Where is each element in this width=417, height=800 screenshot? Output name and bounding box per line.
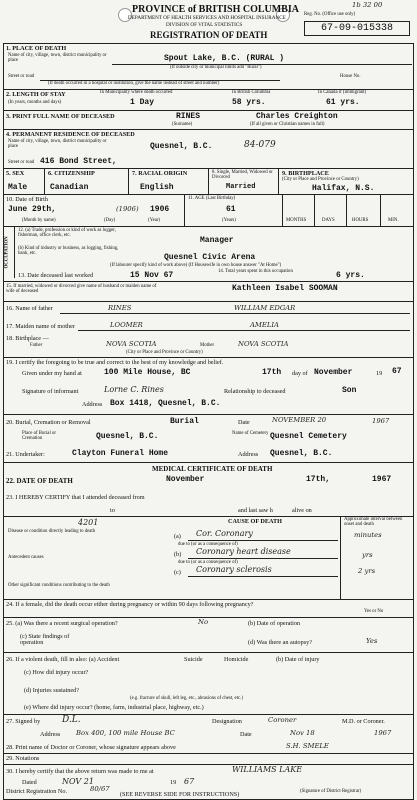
form-title: REGISTRATION OF DEATH: [150, 30, 268, 40]
given-day: 17th: [262, 368, 282, 377]
burial-value: Burial: [170, 417, 199, 426]
stay-bc: 58 yrs.: [232, 98, 266, 107]
dob-hand: (1906): [116, 205, 139, 213]
dob-month-lbl: (Month by name): [22, 218, 56, 223]
given-day-label: day of: [292, 370, 308, 377]
dob-day-lbl: (Day): [104, 218, 116, 223]
s1-house-label: House No.: [340, 74, 361, 79]
bp-mother-lbl: Mother: [200, 343, 215, 348]
bp-place-lbl: (City or Place and Province or Country): [126, 350, 203, 355]
antecedent-label: Antecedent causes: [8, 555, 44, 560]
s30-district-label: District Registration No.: [6, 788, 68, 795]
col-hours: HOURS: [352, 218, 369, 223]
s29-notations: 29. Notations: [6, 755, 40, 762]
s27-addr: Box 400, 100 mile House BC: [76, 729, 175, 737]
birthplace-sub: (City or Place and Province or Country): [282, 177, 359, 182]
s26-suicide: Suicide: [184, 656, 203, 663]
s25a-value: No: [198, 618, 209, 626]
department-line: DEPARTMENT OF HEALTH SERVICES AND HOSPITAL INSURANCE: [128, 15, 286, 21]
cemetery-label: Name of Cemetery: [232, 431, 269, 436]
dob-year-lbl: (Year): [148, 218, 161, 223]
given-month: November: [314, 368, 353, 377]
md-label: M.D. or Coroner.: [342, 718, 385, 725]
reg-number-stamp: 67-09-015338: [304, 21, 410, 36]
attend-to: to: [110, 507, 115, 514]
s2-muni-label: In Municipality where death occurred: [100, 90, 173, 95]
birthplace-head: 9. BIRTHPLACE: [282, 170, 329, 177]
s2-can-label: In Canada if (immigrant): [318, 90, 367, 95]
stay-canada: 61 yrs.: [326, 98, 360, 107]
s24-label: 24. If a female, did the death occur either during pregnancy or within 90 days following pregnancy?: [6, 601, 254, 608]
father-given: WILLIAM EDGAR: [234, 304, 296, 312]
marital-value: Married: [226, 183, 256, 191]
occupation-value: Manager: [200, 236, 234, 245]
citizenship-value: Canadian: [50, 183, 89, 192]
burial-place: Quesnel, B.C.: [96, 432, 159, 441]
burial-place-label: Place of Burial or Cremation: [22, 431, 56, 441]
given-label: Given under my hand at: [22, 370, 82, 377]
father-surname: RINES: [108, 304, 132, 312]
cause-head: CAUSE OF DEATH: [228, 518, 282, 525]
informant-address: Box 1418, Quesnel, B.C.: [110, 399, 221, 408]
other-label: Other significant conditions contributing to the death: [8, 583, 110, 588]
s30-dated: NOV 21: [62, 777, 94, 786]
mother-surname: LOOMER: [110, 321, 143, 329]
race-head: 7. RACIAL ORIGIN: [132, 170, 188, 177]
marital-head: 8. Single, Married, Widowed or Divorced: [212, 170, 273, 180]
footer-note: (SEE REVERSE SIDE FOR INSTRUCTIONS): [120, 791, 240, 798]
rel-value: Son: [342, 386, 357, 395]
s26-c-label: (c) How did injury occur?: [24, 669, 89, 676]
s25d-value: Yes: [366, 637, 378, 645]
sig-label: Signature of informant: [22, 388, 79, 395]
industry-value: Quesnel Civic Arena: [164, 253, 256, 262]
age-value: 61: [226, 205, 236, 214]
s30-sig-caption: (Signature of District Registrar): [300, 789, 362, 794]
medical-head: MEDICAL CERTIFICATE OF DEATH: [152, 465, 273, 473]
residence-hand-code: 84-079: [244, 140, 276, 150]
interval-c: 2 yrs: [358, 567, 376, 575]
cause-a: Cor. Coronary: [196, 529, 253, 538]
death-registration-form: PROVINCE of BRITISH COLUMBIA DEPARTMENT OF HEALTH SERVICES AND HOSPITAL INSURANCE DIVISION OF VITAL STATISTICS REGISTRATION OF DEATH 1b 32 00 Reg. No. (Office use only) 67-09-015338 1. PLACE OF DEATH Name of city, village, town, district municipality or place Spout Lake, B.C. (RURAL ) (If outside city or municipal limits add "Rural") Street or road House No. (If death occurred in a hospital or institution, give the name instead of street and number) 2. LENGTH OF STAY (In years, months and days) In Municipality where death occurred 1 Day In British Columbia 58 yrs. In Canada if (immigrant) 61 yrs. 3. PRINT FULL NAME OF DECEASED RINES Charles Creighton (Surname) (If all given or Christian names in full) 4. PERMANENT RESIDENCE OF DECEASED Name of city, village, town, district municipality or place Quesnel, B.C. 84-079 Street or road 416 Bond Street, 5. SEX Male 6. CITIZENSHIP Canadian 7. RACIAL ORIGIN English 8. Single, Married, Widowed or Divorced Married 9. BIRTHPLACE (City or Place and Province or Country) Halifax, N.S. 10. Date of Birth June 29th, (1906) 1906 (Month by name) (Day) (Year) 11. AGE (Last Birthday) 61 (Years) MONTHS DAYS HOURS MIN. OCCUPATION 12. (a) Trade, profession or kind of work as logger, fisherman, office clerk, etc. Manager (b) Kind of industry or business, as logging, fishing, bank, etc. Quesnel Civic Arena (If labourer specify kind of work above) (If Housewife in own house answer "At Home") 13. Date deceased last worked 15 Nov 67 14. Total years spent in this occupation 6 yrs. 15. If married, widowed or divorced give name of husband or maiden name of wife of deceased Kathleen Isabel SOOMAN 16. Name of father RINES WILLIAM EDGAR 17. Maiden name of mother LOOMER AMELIA 18. Birthplace — Father NOVA SCOTIA Mother NOVA SCOTIA (City or Place and Province or Country) 19. I certify the foregoing to be true and correct to the best of my knowledge and belief. Given under my hand at 100 Mile House, BC 17th day of November 19 67 Signature of informant Lorne C. Rines Relationship to deceased Son Address Box 1418, Quesnel, B.C. 20. Burial, Cremation or Removal Burial Date NOVEMBER 20 1967 Place of Burial or Cremation Quesnel, B.C. Name of Cemetery Quesnel Cemetery 21. Undertaker: Clayton Funeral Home Address Quesnel, B.C. MEDICAL CERTIFICATE OF DEATH 22. DATE OF DEATH November 17th, 1967 23. I HEREBY CERTIFY that I attended deceased from to and last saw h alive on 4201 CAUSE OF DEATH Approximate interval between onset and death Disease or condition directly leading to death Antecedent causes Other significant conditions contributing to the death (a) Cor. Coronary due to (or as a consequence of) (b) Coronary heart disease due to (or as a consequence of) (c) Coronary sclerosis minutes yrs 2 yrs 24. If a female, did the death occur either during pregnancy or within 90 days following pregnancy? Yes or No 25. (a) Was there a recent surgical operation? No (b) Date of operation (c) State findings of operation (d) Was there an autopsy? Yes 26. If a violent death, fill in also: (a) Accident Suicide Homicide (b) Date of injury (c) How did injury occur? (d) Injuries sustained? (e.g. fracture of skull, left leg, etc., abrasions of chest, etc.) (e) Where did injury occur? (home, farm, industrial place, highway, etc.) 27. Signed by D.L. Designation Coroner M.D. or Coroner. Address Box 400, 100 mile House BC Date Nov 18 1967 28. Print name of Doctor or Coroner, whose signature appears above S.H. SMELE 29. Notations 30. I hereby certify that the above return was made to me at WILLIAMS LAKE Dated NOV 21 19 67 District Registration No. 80/67 (Signature of District Registrar) (SEE REVERSE SIDE FOR INSTRUCTIONS): [0, 0, 417, 800]
s27-date: Nov 18: [290, 729, 315, 737]
s4-name-label: Name of city, village, town, district municipality or place: [8, 139, 107, 149]
dob-value: June 29th,: [8, 205, 57, 214]
s1-head: 1. PLACE OF DEATH: [6, 45, 67, 52]
dod-year: 1967: [372, 475, 392, 484]
s3-given-lbl: (If all given or Christian names in full): [250, 122, 325, 127]
s30-label: 30. I hereby certify that the above return was made to me at: [6, 768, 154, 775]
designation-value: Coroner: [268, 716, 297, 724]
col-months: MONTHS: [286, 218, 307, 223]
division-line: DIVISION OF VITAL STATISTICS: [166, 22, 243, 28]
burial-year: 1967: [372, 417, 390, 425]
undertaker-label: 21. Undertaker:: [6, 451, 45, 458]
s24-yes-no: Yes or No: [364, 609, 384, 614]
attend-label: 23. I HEREBY CERTIFY that I attended deceased from: [6, 494, 145, 501]
designation-label: Designation: [212, 718, 242, 725]
spouse-value: Kathleen Isabel SOOMAN: [232, 284, 338, 293]
birthplace-value: Halifax, N.S.: [312, 184, 375, 193]
undertaker-addr-label: Address: [238, 451, 259, 458]
dod-month: November: [166, 475, 205, 484]
given-place: 100 Mile House, BC: [104, 368, 191, 377]
sex-head: 5. SEX: [6, 170, 25, 177]
s1-street-label: Street or road: [8, 74, 35, 79]
province-title: PROVINCE of BRITISH COLUMBIA: [132, 4, 299, 15]
s26-d-sub: (e.g. fracture of skull, left leg, etc., abrasions of chest, etc.): [130, 696, 243, 701]
bp-father-lbl: Father: [30, 343, 43, 348]
occupation-side: OCCUPATION: [4, 236, 10, 269]
col-days: DAYS: [322, 218, 335, 223]
mother-given: AMELIA: [250, 321, 279, 329]
undertaker-address: Quesnel, B.C.: [270, 449, 333, 458]
corner-mark: 1b 32 00: [352, 1, 383, 9]
s26-e-label: (e) Where did injury occur? (home, farm, industrial place, highway, etc.): [24, 704, 204, 711]
s30-place: WILLIAMS LAKE: [232, 765, 303, 774]
age-label: 11. AGE (Last Birthday): [188, 196, 236, 201]
s30-dated-label: Dated: [22, 779, 37, 786]
s27-addr-label: Address: [40, 731, 61, 738]
cause-b: Coronary heart disease: [196, 547, 291, 556]
col-min: MIN.: [388, 218, 399, 223]
s26-d-label: (d) Injuries sustained?: [24, 687, 79, 694]
deceased-given: Charles Creighton: [256, 112, 338, 121]
reg-label: Reg. No. (Office use only): [304, 12, 356, 17]
s3-head: 3. PRINT FULL NAME OF DECEASED: [6, 113, 115, 120]
interval-head: Approximate interval between onset and death: [344, 517, 403, 527]
alive-on: alive on: [292, 507, 312, 514]
last-saw: and last saw h: [238, 507, 273, 514]
dod-label: 22. DATE OF DEATH: [6, 477, 73, 485]
s27-date-label: Date: [240, 731, 252, 738]
addr-label: Address: [82, 401, 103, 408]
certify-text: 19. I certify the foregoing to be true and correct to the best of my knowledge and belief.: [6, 359, 224, 366]
s1-name-label: Name of city, village, town, district municipality or place: [8, 53, 107, 63]
bp-mother: NOVA SCOTIA: [238, 340, 289, 348]
mother-label: 17. Maiden name of mother: [6, 323, 75, 330]
deceased-surname: RINES: [176, 112, 201, 121]
sex-value: Male: [8, 183, 28, 192]
s4-street-label: Street or road: [8, 160, 35, 165]
dob-label: 10. Date of Birth: [6, 196, 48, 203]
burial-label: 20. Burial, Cremation or Removal: [6, 419, 91, 426]
interval-a: minutes: [354, 531, 382, 539]
stay-municipality: 1 Day: [130, 98, 155, 107]
burial-date-label: Date: [238, 419, 250, 426]
spouse-label: 15. If married, widowed or divorced give name of husband or maiden name of wife of deceased: [6, 284, 157, 294]
occ-a-label: 12. (a) Trade, profession or kind of work as logger, fisherman, office clerk, etc.: [18, 228, 116, 238]
disease-label: Disease or condition directly leading to death: [8, 529, 96, 534]
cause-c: Coronary sclerosis: [196, 565, 272, 574]
citizenship-head: 6. CITIZENSHIP: [48, 170, 95, 177]
s28-value: S.H. SMELE: [286, 742, 329, 750]
s25c-label: (c) State findings of operation: [20, 633, 70, 647]
s2-head: 2. LENGTH OF STAY: [6, 91, 66, 98]
place-of-death: Spout Lake, B.C. (RURAL ): [164, 54, 285, 63]
s30-district: 80/67: [90, 785, 110, 793]
s4-head: 4. PERMANENT RESIDENCE OF DECEASED: [6, 131, 135, 138]
cause-code: 4201: [78, 518, 99, 527]
s26-homicide: Homicide: [224, 656, 249, 663]
residence-street: 416 Bond Street,: [40, 157, 117, 166]
burial-date: NOVEMBER 20: [272, 416, 327, 424]
s3-surname-lbl: (Surname): [172, 122, 193, 127]
signed-label: 27. Signed by: [6, 718, 41, 725]
bp-father: NOVA SCOTIA: [106, 340, 157, 348]
race-value: English: [140, 183, 174, 192]
s26-label: 26. If a violent death, fill in also: (a) Accident: [6, 656, 120, 663]
father-label: 16. Name of father: [6, 305, 53, 312]
given-year-prefix: 19: [376, 370, 383, 377]
s25a-label: 25. (a) Was there a recent surgical operation?: [6, 620, 118, 627]
s27-year: 1967: [374, 729, 392, 737]
interval-b: yrs: [362, 551, 373, 559]
s30-year: 67: [184, 777, 195, 786]
undertaker-value: Clayton Funeral Home: [72, 449, 169, 458]
s25b-label: (b) Date of operation: [248, 620, 301, 627]
s2-bc-label: In British Columbia: [232, 90, 271, 95]
last-worked-value: 15 Nov 67: [130, 271, 174, 280]
s26-b-label: (b) Date of injury: [276, 656, 320, 663]
due-to-2: due to (or as a consequence of): [178, 560, 238, 565]
signed-signature: D.L.: [62, 715, 81, 725]
s1-note2: (If death occurred in a hospital or institution, give the name instead of street and number): [48, 81, 220, 86]
residence-place: Quesnel, B.C.: [150, 142, 213, 151]
s2-sub: (In years, months and days): [8, 100, 62, 105]
informant-signature: Lorne C. Rines: [104, 385, 164, 394]
last-worked-label: 13. Date deceased last worked: [18, 272, 94, 279]
s25d-label: (d) Was there an autopsy?: [248, 639, 312, 646]
years-value: 6 yrs.: [336, 271, 365, 280]
birthplace-parents-label: 18. Birthplace —: [6, 335, 49, 342]
due-to-1: due to (or as a consequence of): [178, 542, 238, 547]
s28-label: 28. Print name of Doctor or Coroner, whose signature appears above: [6, 744, 176, 751]
years-label: 14. Total years spent in this occupation: [218, 269, 293, 274]
s1-note1: (If outside city or municipal limits add "Rural"): [170, 65, 262, 70]
dod-day: 17th,: [306, 475, 331, 484]
occ-b-label: (b) Kind of industry or business, as logging, fishing, bank, etc.: [18, 246, 119, 256]
dob-year: 1906: [150, 205, 170, 214]
occ-foot: (If labourer specify kind of work above) (If Housewife in own house answer "At Home"): [110, 263, 282, 268]
age-years-lbl: (Years): [222, 218, 236, 223]
s30-year-prefix: 19: [170, 779, 177, 786]
rel-label: Relationship to deceased: [224, 388, 286, 395]
cemetery-value: Quesnel Cemetery: [270, 432, 347, 441]
given-year: 67: [392, 367, 402, 376]
